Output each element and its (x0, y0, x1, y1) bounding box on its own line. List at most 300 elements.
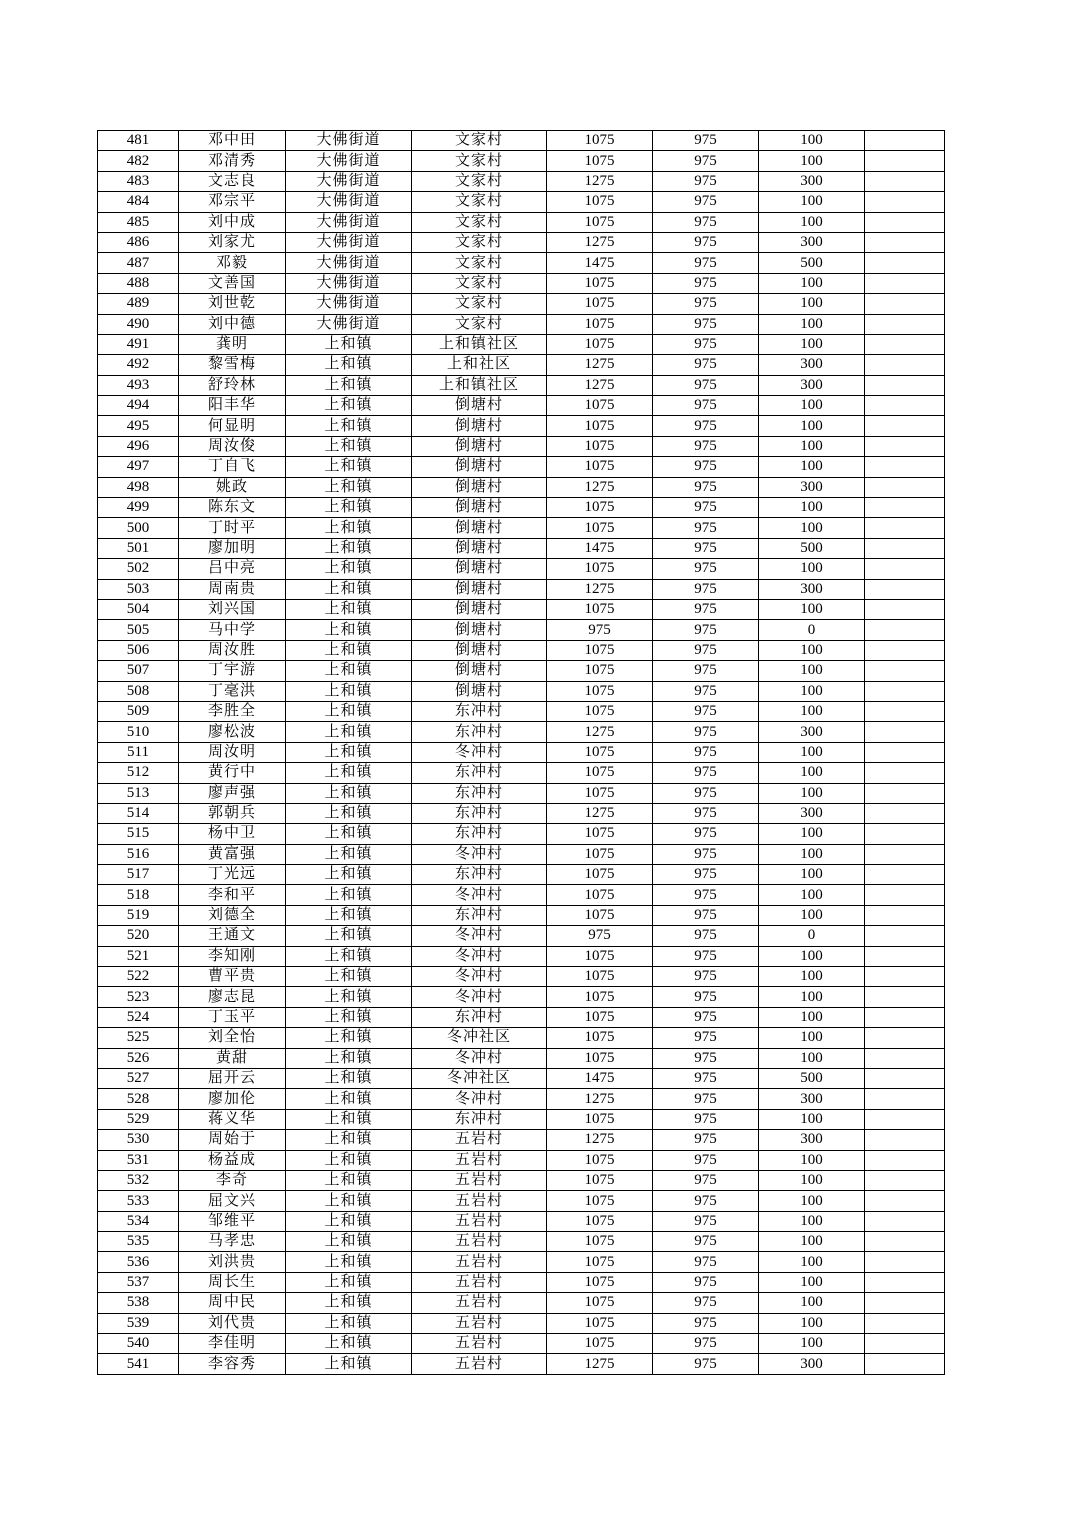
cell-town: 上和镇 (286, 1191, 412, 1211)
cell-village: 上和社区 (412, 355, 547, 375)
cell-note (865, 844, 945, 864)
cell-amount-b: 975 (653, 1293, 759, 1313)
cell-amount-a: 1075 (547, 1293, 653, 1313)
cell-seq: 504 (98, 599, 179, 619)
cell-amount-b: 975 (653, 1191, 759, 1211)
cell-amount-diff: 300 (759, 355, 865, 375)
cell-name: 刘世乾 (179, 294, 286, 314)
cell-seq: 498 (98, 477, 179, 497)
cell-town: 上和镇 (286, 1334, 412, 1354)
cell-amount-b: 975 (653, 457, 759, 477)
cell-note (865, 783, 945, 803)
cell-village: 冬冲村 (412, 926, 547, 946)
cell-note (865, 824, 945, 844)
cell-amount-diff: 300 (759, 1089, 865, 1109)
cell-village: 倒塘村 (412, 559, 547, 579)
cell-amount-b: 975 (653, 722, 759, 742)
cell-village: 文家村 (412, 151, 547, 171)
table-row (98, 477, 945, 497)
table-row (98, 375, 945, 395)
cell-amount-b: 975 (653, 905, 759, 925)
table-row (98, 396, 945, 416)
cell-village: 文家村 (412, 171, 547, 191)
cell-town: 上和镇 (286, 763, 412, 783)
cell-amount-diff: 100 (759, 1252, 865, 1272)
cell-seq: 507 (98, 661, 179, 681)
cell-name: 刘洪贵 (179, 1252, 286, 1272)
cell-amount-b: 975 (653, 151, 759, 171)
cell-name: 曹平贵 (179, 967, 286, 987)
cell-seq: 495 (98, 416, 179, 436)
table-row (98, 620, 945, 640)
cell-town: 上和镇 (286, 477, 412, 497)
cell-town: 上和镇 (286, 599, 412, 619)
cell-note (865, 742, 945, 762)
cell-name: 陈东文 (179, 498, 286, 518)
cell-village: 文家村 (412, 212, 547, 232)
cell-amount-b: 975 (653, 314, 759, 334)
cell-amount-a: 1275 (547, 1354, 653, 1374)
cell-note (865, 538, 945, 558)
cell-town: 上和镇 (286, 416, 412, 436)
table-row (98, 131, 945, 151)
table-row (98, 192, 945, 212)
cell-note (865, 436, 945, 456)
cell-village: 倒塘村 (412, 436, 547, 456)
cell-amount-a: 1075 (547, 844, 653, 864)
cell-amount-diff: 100 (759, 967, 865, 987)
table-row (98, 1272, 945, 1292)
cell-village: 五岩村 (412, 1130, 547, 1150)
table-body (98, 131, 945, 1375)
cell-amount-b: 975 (653, 1109, 759, 1129)
cell-town: 上和镇 (286, 926, 412, 946)
cell-name: 屈文兴 (179, 1191, 286, 1211)
cell-town: 上和镇 (286, 538, 412, 558)
cell-amount-diff: 100 (759, 824, 865, 844)
cell-note (865, 1354, 945, 1374)
cell-name: 邹维平 (179, 1211, 286, 1231)
cell-note (865, 701, 945, 721)
cell-village: 五岩村 (412, 1272, 547, 1292)
cell-note (865, 579, 945, 599)
table-row (98, 1028, 945, 1048)
cell-note (865, 294, 945, 314)
table-row (98, 905, 945, 925)
cell-seq: 535 (98, 1232, 179, 1252)
cell-amount-b: 975 (653, 273, 759, 293)
cell-seq: 491 (98, 334, 179, 354)
cell-amount-a: 1075 (547, 1313, 653, 1333)
table-row (98, 1130, 945, 1150)
cell-seq: 521 (98, 946, 179, 966)
table-row (98, 661, 945, 681)
cell-town: 上和镇 (286, 396, 412, 416)
cell-amount-diff: 300 (759, 803, 865, 823)
cell-name: 郭朝兵 (179, 803, 286, 823)
cell-seq: 511 (98, 742, 179, 762)
cell-note (865, 151, 945, 171)
cell-amount-diff: 100 (759, 1150, 865, 1170)
cell-amount-a: 1075 (547, 1252, 653, 1272)
cell-village: 东冲村 (412, 701, 547, 721)
cell-amount-a: 1275 (547, 171, 653, 191)
cell-village: 东冲村 (412, 803, 547, 823)
cell-amount-a: 1075 (547, 498, 653, 518)
cell-amount-diff: 300 (759, 1354, 865, 1374)
cell-amount-diff: 100 (759, 701, 865, 721)
cell-amount-b: 975 (653, 396, 759, 416)
cell-amount-a: 1475 (547, 253, 653, 273)
cell-town: 大佛街道 (286, 232, 412, 252)
cell-amount-diff: 100 (759, 1191, 865, 1211)
table-row (98, 232, 945, 252)
cell-amount-diff: 100 (759, 192, 865, 212)
cell-seq: 490 (98, 314, 179, 334)
cell-amount-diff: 100 (759, 1007, 865, 1027)
cell-note (865, 1334, 945, 1354)
cell-note (865, 640, 945, 660)
cell-name: 文善国 (179, 273, 286, 293)
table-row (98, 681, 945, 701)
cell-name: 屈开云 (179, 1068, 286, 1088)
cell-town: 上和镇 (286, 1150, 412, 1170)
cell-amount-a: 1075 (547, 131, 653, 151)
cell-note (865, 681, 945, 701)
cell-name: 周长生 (179, 1272, 286, 1292)
cell-village: 五岩村 (412, 1211, 547, 1231)
table-row (98, 1089, 945, 1109)
cell-name: 刘家尤 (179, 232, 286, 252)
cell-amount-a: 1075 (547, 701, 653, 721)
table-row (98, 1170, 945, 1190)
cell-town: 上和镇 (286, 905, 412, 925)
cell-note (865, 865, 945, 885)
cell-note (865, 946, 945, 966)
cell-amount-diff: 100 (759, 518, 865, 538)
cell-note (865, 1293, 945, 1313)
cell-seq: 514 (98, 803, 179, 823)
cell-amount-diff: 300 (759, 232, 865, 252)
cell-note (865, 1028, 945, 1048)
table-row (98, 416, 945, 436)
cell-amount-b: 975 (653, 131, 759, 151)
cell-amount-a: 1075 (547, 661, 653, 681)
cell-town: 上和镇 (286, 355, 412, 375)
cell-name: 吕中亮 (179, 559, 286, 579)
cell-note (865, 1272, 945, 1292)
cell-village: 倒塘村 (412, 661, 547, 681)
cell-amount-diff: 100 (759, 1272, 865, 1292)
cell-amount-diff: 100 (759, 1048, 865, 1068)
cell-seq: 524 (98, 1007, 179, 1027)
cell-amount-a: 1075 (547, 987, 653, 1007)
cell-village: 倒塘村 (412, 579, 547, 599)
cell-note (865, 375, 945, 395)
cell-amount-diff: 100 (759, 661, 865, 681)
table-row (98, 1191, 945, 1211)
table-row (98, 1048, 945, 1068)
cell-name: 蒋义华 (179, 1109, 286, 1129)
table-row (98, 701, 945, 721)
cell-amount-a: 1275 (547, 579, 653, 599)
cell-amount-diff: 100 (759, 783, 865, 803)
cell-note (865, 396, 945, 416)
cell-amount-diff: 100 (759, 905, 865, 925)
cell-name: 黄甜 (179, 1048, 286, 1068)
cell-town: 上和镇 (286, 1252, 412, 1272)
cell-seq: 517 (98, 865, 179, 885)
cell-note (865, 1007, 945, 1027)
cell-name: 周汝胜 (179, 640, 286, 660)
cell-name: 邓宗平 (179, 192, 286, 212)
cell-village: 倒塘村 (412, 457, 547, 477)
table-row (98, 1150, 945, 1170)
cell-amount-a: 1075 (547, 599, 653, 619)
cell-seq: 497 (98, 457, 179, 477)
cell-amount-diff: 100 (759, 559, 865, 579)
table-row (98, 1334, 945, 1354)
cell-amount-diff: 100 (759, 396, 865, 416)
cell-amount-a: 1275 (547, 232, 653, 252)
cell-amount-b: 975 (653, 1089, 759, 1109)
cell-town: 上和镇 (286, 334, 412, 354)
cell-amount-diff: 100 (759, 212, 865, 232)
cell-seq: 487 (98, 253, 179, 273)
cell-village: 五岩村 (412, 1252, 547, 1272)
cell-amount-b: 975 (653, 1130, 759, 1150)
cell-name: 杨中卫 (179, 824, 286, 844)
cell-amount-b: 975 (653, 865, 759, 885)
cell-town: 上和镇 (286, 559, 412, 579)
cell-town: 上和镇 (286, 742, 412, 762)
cell-seq: 522 (98, 967, 179, 987)
cell-amount-diff: 100 (759, 763, 865, 783)
cell-village: 东冲村 (412, 1007, 547, 1027)
cell-amount-a: 1075 (547, 1170, 653, 1190)
table-row (98, 518, 945, 538)
cell-name: 邓中田 (179, 131, 286, 151)
cell-name: 周中民 (179, 1293, 286, 1313)
cell-name: 廖加明 (179, 538, 286, 558)
data-table (97, 130, 945, 1375)
cell-amount-diff: 300 (759, 477, 865, 497)
table-row (98, 844, 945, 864)
cell-amount-b: 975 (653, 620, 759, 640)
cell-seq: 530 (98, 1130, 179, 1150)
cell-note (865, 253, 945, 273)
cell-seq: 515 (98, 824, 179, 844)
cell-amount-a: 1075 (547, 294, 653, 314)
cell-village: 五岩村 (412, 1191, 547, 1211)
cell-amount-diff: 100 (759, 885, 865, 905)
cell-name: 周汝俊 (179, 436, 286, 456)
cell-amount-a: 1075 (547, 681, 653, 701)
cell-note (865, 1109, 945, 1129)
cell-note (865, 722, 945, 742)
cell-amount-b: 975 (653, 967, 759, 987)
cell-name: 周始于 (179, 1130, 286, 1150)
cell-amount-diff: 100 (759, 1028, 865, 1048)
cell-village: 东冲村 (412, 763, 547, 783)
table-row (98, 1313, 945, 1333)
cell-amount-a: 1075 (547, 457, 653, 477)
cell-amount-diff: 100 (759, 742, 865, 762)
cell-village: 冬冲社区 (412, 1028, 547, 1048)
cell-amount-b: 975 (653, 1028, 759, 1048)
cell-seq: 525 (98, 1028, 179, 1048)
cell-town: 上和镇 (286, 783, 412, 803)
cell-name: 刘全怡 (179, 1028, 286, 1048)
cell-seq: 513 (98, 783, 179, 803)
cell-amount-b: 975 (653, 579, 759, 599)
cell-amount-b: 975 (653, 1232, 759, 1252)
cell-note (865, 1048, 945, 1068)
cell-amount-diff: 100 (759, 416, 865, 436)
cell-village: 倒塘村 (412, 538, 547, 558)
cell-seq: 496 (98, 436, 179, 456)
cell-village: 倒塘村 (412, 681, 547, 701)
cell-amount-a: 1075 (547, 1211, 653, 1231)
table-row (98, 253, 945, 273)
cell-town: 大佛街道 (286, 314, 412, 334)
cell-amount-diff: 100 (759, 1211, 865, 1231)
cell-seq: 541 (98, 1354, 179, 1374)
cell-village: 五岩村 (412, 1313, 547, 1333)
cell-village: 五岩村 (412, 1150, 547, 1170)
cell-amount-a: 1075 (547, 1191, 653, 1211)
cell-village: 文家村 (412, 314, 547, 334)
cell-town: 上和镇 (286, 518, 412, 538)
cell-town: 上和镇 (286, 661, 412, 681)
table-row (98, 763, 945, 783)
cell-amount-b: 975 (653, 946, 759, 966)
table-row (98, 1232, 945, 1252)
cell-note (865, 1232, 945, 1252)
cell-name: 丁光远 (179, 865, 286, 885)
cell-amount-diff: 100 (759, 1334, 865, 1354)
table-row (98, 640, 945, 660)
cell-note (865, 599, 945, 619)
cell-village: 冬冲村 (412, 946, 547, 966)
cell-amount-b: 975 (653, 803, 759, 823)
cell-seq: 536 (98, 1252, 179, 1272)
cell-note (865, 885, 945, 905)
cell-note (865, 1313, 945, 1333)
cell-note (865, 131, 945, 151)
cell-amount-diff: 100 (759, 151, 865, 171)
cell-amount-a: 1075 (547, 1334, 653, 1354)
cell-note (865, 1211, 945, 1231)
cell-town: 上和镇 (286, 620, 412, 640)
cell-amount-b: 975 (653, 436, 759, 456)
cell-town: 大佛街道 (286, 253, 412, 273)
table-row (98, 294, 945, 314)
cell-amount-a: 1075 (547, 151, 653, 171)
cell-amount-b: 975 (653, 416, 759, 436)
table-row (98, 457, 945, 477)
table-row (98, 926, 945, 946)
cell-name: 黄行中 (179, 763, 286, 783)
cell-note (865, 967, 945, 987)
cell-seq: 493 (98, 375, 179, 395)
cell-amount-b: 975 (653, 192, 759, 212)
cell-town: 上和镇 (286, 1354, 412, 1374)
cell-village: 文家村 (412, 232, 547, 252)
cell-name: 邓清秀 (179, 151, 286, 171)
cell-seq: 538 (98, 1293, 179, 1313)
cell-name: 廖志昆 (179, 987, 286, 1007)
cell-seq: 484 (98, 192, 179, 212)
cell-seq: 526 (98, 1048, 179, 1068)
cell-town: 上和镇 (286, 946, 412, 966)
cell-town: 上和镇 (286, 987, 412, 1007)
cell-amount-a: 1075 (547, 885, 653, 905)
cell-seq: 516 (98, 844, 179, 864)
cell-amount-diff: 100 (759, 1293, 865, 1313)
cell-amount-b: 975 (653, 232, 759, 252)
cell-village: 文家村 (412, 294, 547, 314)
cell-village: 倒塘村 (412, 518, 547, 538)
cell-name: 周汝明 (179, 742, 286, 762)
table-row (98, 151, 945, 171)
cell-note (865, 334, 945, 354)
cell-amount-b: 975 (653, 661, 759, 681)
cell-amount-diff: 100 (759, 1313, 865, 1333)
cell-amount-b: 975 (653, 1313, 759, 1333)
cell-note (865, 905, 945, 925)
cell-amount-a: 1075 (547, 905, 653, 925)
cell-name: 舒玲林 (179, 375, 286, 395)
cell-amount-b: 975 (653, 1048, 759, 1068)
cell-seq: 503 (98, 579, 179, 599)
cell-village: 东冲村 (412, 905, 547, 925)
table-row (98, 498, 945, 518)
cell-seq: 539 (98, 1313, 179, 1333)
cell-amount-a: 1075 (547, 1272, 653, 1292)
cell-amount-a: 1075 (547, 518, 653, 538)
cell-seq: 527 (98, 1068, 179, 1088)
cell-town: 上和镇 (286, 681, 412, 701)
cell-town: 上和镇 (286, 844, 412, 864)
table-row (98, 559, 945, 579)
cell-amount-a: 1275 (547, 722, 653, 742)
cell-amount-a: 1075 (547, 559, 653, 579)
cell-seq: 502 (98, 559, 179, 579)
cell-seq: 510 (98, 722, 179, 742)
cell-amount-diff: 300 (759, 722, 865, 742)
cell-town: 上和镇 (286, 824, 412, 844)
cell-village: 东冲村 (412, 722, 547, 742)
cell-amount-b: 975 (653, 599, 759, 619)
table-row (98, 334, 945, 354)
cell-village: 上和镇社区 (412, 334, 547, 354)
cell-amount-b: 975 (653, 1354, 759, 1374)
cell-name: 杨益成 (179, 1150, 286, 1170)
cell-amount-b: 975 (653, 1252, 759, 1272)
cell-village: 冬冲村 (412, 967, 547, 987)
table-row (98, 946, 945, 966)
cell-seq: 519 (98, 905, 179, 925)
cell-name: 邓毅 (179, 253, 286, 273)
cell-village: 冬冲村 (412, 1048, 547, 1068)
cell-name: 丁毫洪 (179, 681, 286, 701)
table-row (98, 273, 945, 293)
cell-seq: 533 (98, 1191, 179, 1211)
cell-amount-diff: 100 (759, 1232, 865, 1252)
cell-village: 东冲村 (412, 824, 547, 844)
cell-town: 上和镇 (286, 1130, 412, 1150)
